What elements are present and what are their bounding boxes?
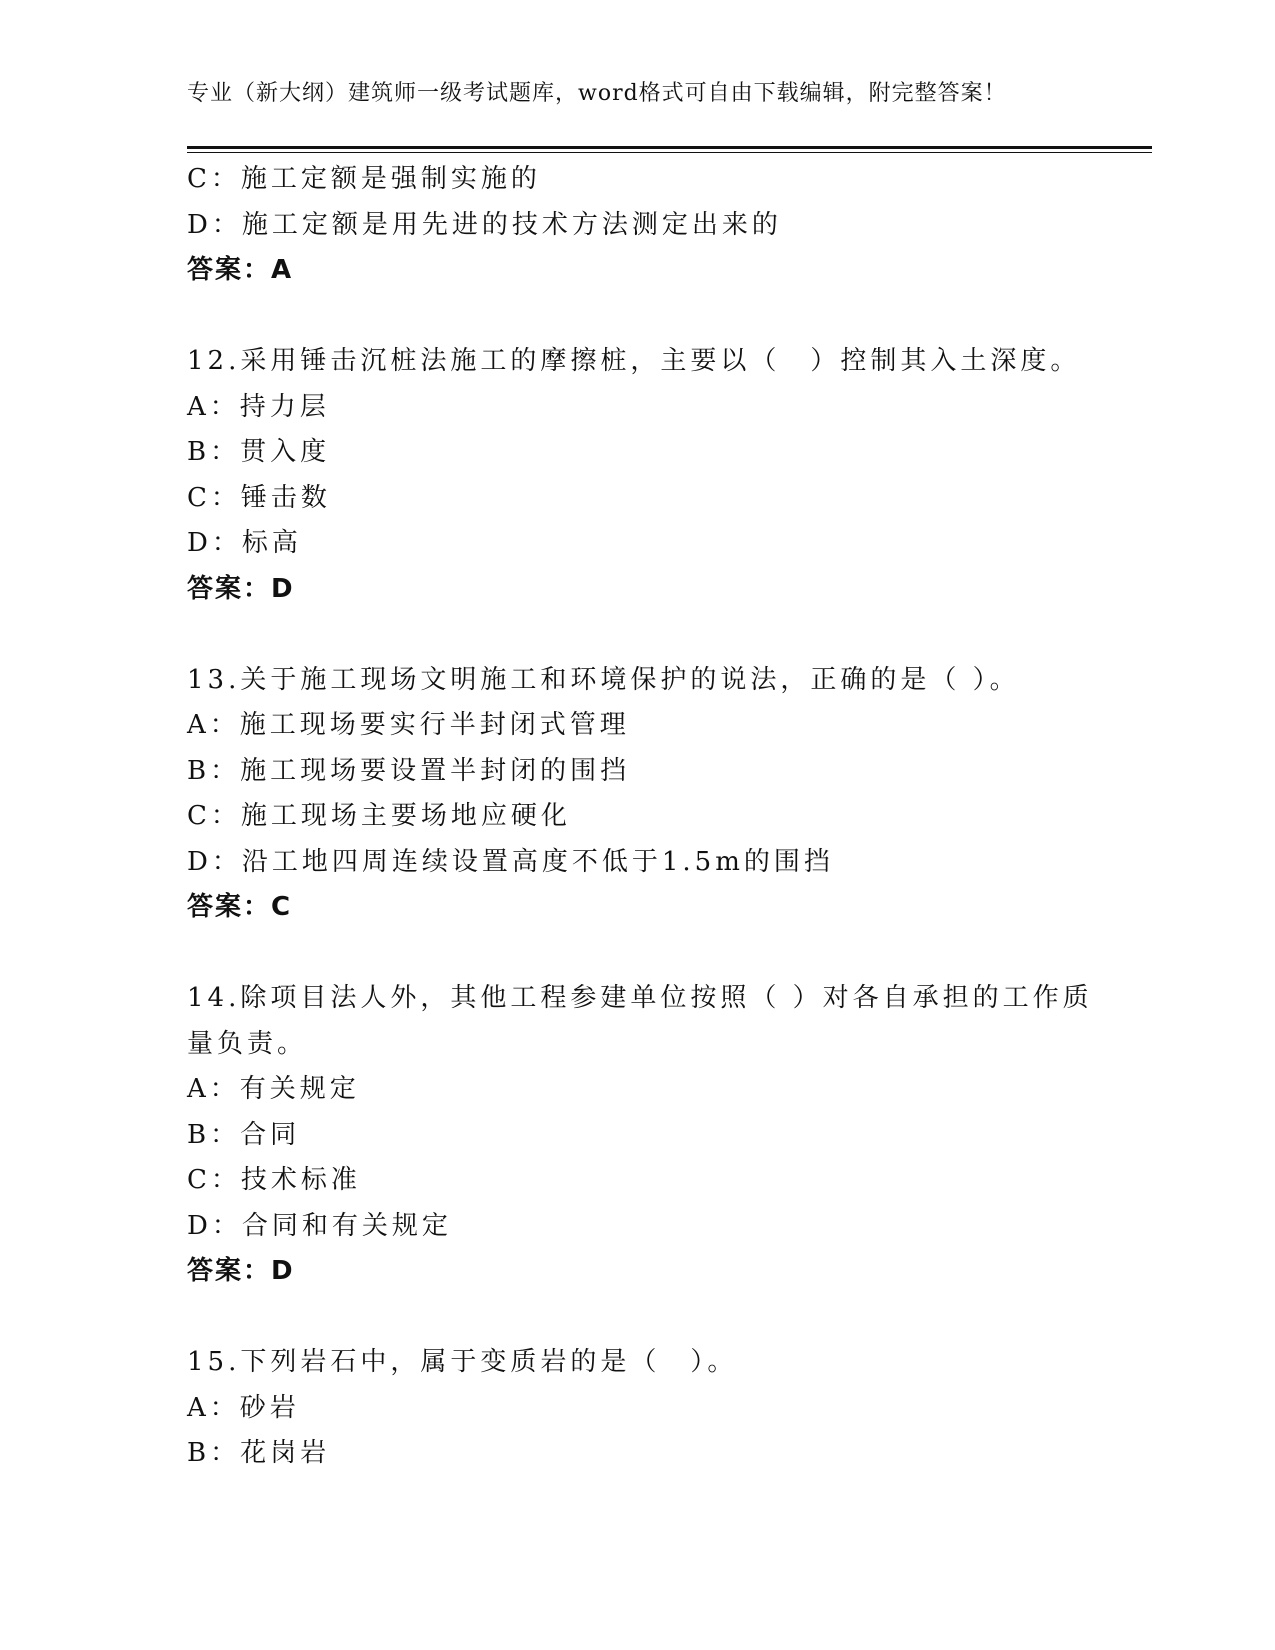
option-label: D： [187,209,242,240]
option-a [187,385,1087,431]
answer-line: 答案：D [187,573,295,604]
question-11-tail [187,157,1087,294]
option-label: A： [187,1074,240,1104]
option-text: 技术标准 [240,1165,361,1195]
question-12 [187,339,1087,612]
question-14 [187,976,1093,1295]
question-stem: 14.除项目法人外，其他工程参建单位按照（ ）对各自承担的工作质 [187,983,1093,1013]
header-rule-thick [187,146,1152,149]
option-text: 施工现场主要场地应硬化 [240,801,571,831]
option-d [187,840,1087,886]
option-text: 施工现场要设置半封闭的围挡 [240,755,631,786]
question-stem: 12.采用锤击沉桩法施工的摩擦桩，主要以（ ）控制其入土深度。 [187,346,1081,376]
option-b [187,430,1087,476]
option-c [187,1158,1087,1204]
option-d [187,1204,1087,1250]
option-b [187,749,1087,795]
option-text: 施工定额是强制实施的 [240,164,541,194]
option-a [187,1386,1087,1432]
option-b [187,1113,1087,1159]
option-label: C： [187,801,241,831]
option-c [187,157,1087,203]
option-a [187,1067,1087,1113]
option-text: 施工现场要实行半封闭式管理 [239,710,630,740]
question-13 [187,658,1087,931]
option-d [187,521,1087,567]
option-text: 沿工地四周连续设置高度不低于1.5m的围挡 [241,846,834,877]
question-stem: 13.关于施工现场文明施工和环境保护的说法，正确的是（ ）。 [187,664,1020,695]
question-list [187,157,1093,1477]
answer-line: 答案：C [187,892,293,922]
question-stem-continued: 量负责。 [187,1028,308,1059]
page-header: 专业（新大纲）建筑师一级考试题库，word格式可自由下载编辑，附完整答案！ [187,81,1007,106]
option-label: C： [187,164,241,194]
option-label: D： [187,528,242,558]
option-text: 锤击数 [240,482,331,513]
option-c [187,794,1087,840]
option-label: B： [187,755,241,786]
option-label: B： [187,1119,241,1150]
option-label: A： [187,710,240,740]
option-label: B： [187,1438,241,1468]
question-15 [187,1340,1087,1477]
option-a [187,703,1087,749]
option-d [187,203,1087,249]
option-label: B： [187,437,241,467]
question-stem: 15.下列岩石中，属于变质岩的是（ ）。 [187,1347,738,1377]
header-rule-thin [187,152,1152,153]
option-text: 施工定额是用先进的技术方法测定出来的 [241,209,782,240]
option-label: D： [187,846,242,877]
option-text: 贯入度 [240,437,331,467]
option-b [187,1431,1087,1477]
option-label: C： [187,482,241,513]
answer-line: 答案：D [187,1256,295,1286]
option-c [187,476,1087,522]
option-label: C： [187,1165,241,1195]
option-text: 砂岩 [239,1392,300,1423]
option-text: 标高 [241,528,302,558]
option-label: D： [187,1210,242,1241]
option-label: A： [187,1392,240,1423]
option-text: 合同 [240,1119,301,1150]
answer-line: 答案：A [187,255,294,285]
option-label: A： [187,391,240,422]
option-text: 花岗岩 [240,1438,331,1468]
option-text: 持力层 [239,391,330,422]
option-text: 合同和有关规定 [241,1210,452,1241]
option-text: 有关规定 [239,1074,360,1104]
